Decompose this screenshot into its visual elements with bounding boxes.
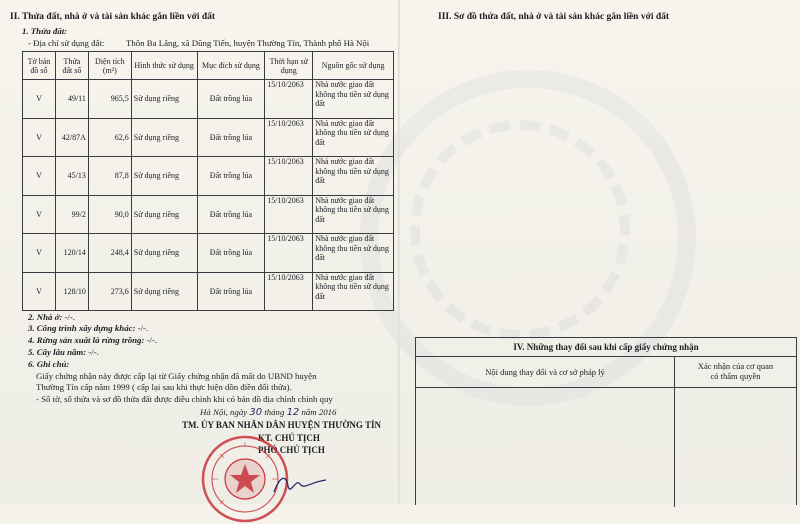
cell-parcel: 99/2	[55, 195, 88, 234]
cell-form: Sử dụng riêng	[131, 157, 197, 196]
item-construction	[28, 323, 148, 333]
cell-term: 15/10/2063	[265, 272, 313, 311]
table-row	[23, 118, 394, 157]
cell-parcel: 128/10	[55, 272, 88, 311]
cell-parcel: 120/14	[55, 234, 88, 273]
cell-map: V	[23, 118, 56, 157]
table-row	[23, 195, 394, 234]
date-month-label: tháng	[264, 407, 285, 417]
item-perennial-label: 5. Cây lâu năm:	[28, 347, 87, 357]
cell-purpose: Đất trồng lúa	[197, 272, 265, 311]
cell-area: 273,6	[88, 272, 131, 311]
cell-parcel: 45/13	[55, 157, 88, 196]
cell-map: V	[23, 272, 56, 311]
cell-origin: Nhà nước giao đất không thu tiền sử dụng đất	[313, 234, 394, 273]
cell-purpose: Đất trồng lúa	[197, 80, 265, 119]
item-construction-value: -/-.	[137, 323, 149, 333]
cell-area: 62,6	[88, 118, 131, 157]
section-3-heading: III. Sơ đồ thửa đất, nhà ở và tài sản khác gắn liền với đất	[438, 12, 670, 22]
cell-map: V	[23, 80, 56, 119]
date-month: 12	[286, 407, 300, 418]
cell-map: V	[23, 234, 56, 273]
cell-form: Sử dụng riêng	[131, 272, 197, 311]
cell-purpose: Đất trồng lúa	[197, 118, 265, 157]
changes-col-confirm-line1: Xác nhận của cơ quan	[697, 361, 774, 371]
cell-parcel: 49/11	[55, 80, 88, 119]
address-value: Thôn Ba Lăng, xã Dũng Tiến, huyện Thường Tín, Thành phố Hà Nội	[126, 38, 370, 48]
cell-origin: Nhà nước giao đất không thu tiền sử dụng đất	[313, 195, 394, 234]
table-row	[23, 234, 394, 273]
note-line-1: Giấy chứng nhận này được cấp lại từ Giấy chứng nhận đã mất do UBND huyện	[36, 371, 317, 381]
header-term: Thời hạn sử dụng	[265, 52, 313, 80]
cell-origin: Nhà nước giao đất không thu tiền sử dụng đất	[313, 80, 394, 119]
item-house	[28, 312, 75, 322]
cell-purpose: Đất trồng lúa	[197, 234, 265, 273]
section-2-heading: II. Thửa đất, nhà ở và tài sản khác gắn liền với đất	[10, 12, 216, 22]
cell-term: 15/10/2063	[265, 157, 313, 196]
cell-purpose: Đất trồng lúa	[197, 195, 265, 234]
cell-origin: Nhà nước giao đất không thu tiền sử dụng đất	[313, 272, 394, 311]
header-origin: Nguồn gốc sử dụng	[313, 52, 394, 80]
sign-role-1: KT. CHỦ TỊCH	[258, 433, 320, 443]
item-forest-value: -/-.	[146, 335, 158, 345]
item-perennial	[28, 347, 99, 357]
land-heading: 1. Thửa đất:	[22, 26, 68, 36]
cell-area: 90,0	[88, 195, 131, 234]
item-forest-label: 4. Rừng sản xuất là rừng trồng:	[28, 335, 145, 345]
header-map-sheet: Tờ bản đồ số	[23, 52, 56, 80]
note-line-3: - Số tờ, số thửa và sơ đồ thửa đất được điều chỉnh khi có bản đồ địa chính chính quy	[36, 394, 333, 404]
table-row	[23, 272, 394, 311]
cell-form: Sử dụng riêng	[131, 234, 197, 273]
changes-table	[415, 337, 797, 505]
item-house-value: -/-.	[64, 312, 76, 322]
cell-origin: Nhà nước giao đất không thu tiền sử dụng đất	[313, 118, 394, 157]
sign-org: TM. ỦY BAN NHÂN DÂN HUYỆN THƯỜNG TÍN	[182, 420, 382, 430]
note-line-2: Thường Tín cấp năm 1999 ( cấp lại sau khi thực hiện dồn điền đổi thửa).	[36, 382, 292, 392]
land-table-header	[23, 52, 394, 80]
changes-table-body	[416, 388, 796, 507]
date-day: 30	[249, 407, 263, 418]
cell-form: Sử dụng riêng	[131, 80, 197, 119]
item-notes: 6. Ghi chú:	[28, 359, 70, 369]
header-parcel: Thửa đất số	[55, 52, 88, 80]
cell-purpose: Đất trồng lúa	[197, 157, 265, 196]
issue-date	[200, 407, 336, 418]
cell-origin: Nhà nước giao đất không thu tiền sử dụng đất	[313, 157, 394, 196]
cell-area: 87,8	[88, 157, 131, 196]
cell-form: Sử dụng riêng	[131, 195, 197, 234]
item-perennial-value: -/-.	[88, 347, 99, 357]
watermark-pattern-inner	[410, 120, 630, 340]
address-label: - Địa chỉ sử dụng đất:	[28, 38, 105, 48]
cell-map: V	[23, 157, 56, 196]
land-table	[22, 51, 394, 311]
table-row	[23, 157, 394, 196]
item-forest	[28, 335, 157, 345]
cell-term: 15/10/2063	[265, 195, 313, 234]
cell-area: 965,5	[88, 80, 131, 119]
section-4-heading: IV. Những thay đổi sau khi cấp giấy chứng nhận	[416, 338, 796, 357]
changes-col-confirm-line2: có thẩm quyền	[710, 371, 761, 381]
cell-form: Sử dụng riêng	[131, 118, 197, 157]
sign-role-2: PHÓ CHỦ TỊCH	[258, 445, 325, 455]
header-purpose: Mục đích sử dụng	[197, 52, 265, 80]
cell-area: 248,4	[88, 234, 131, 273]
changes-col-confirm	[675, 357, 796, 387]
page-fold	[398, 0, 400, 504]
cell-term: 15/10/2063	[265, 80, 313, 119]
signature-icon	[270, 470, 330, 498]
cell-term: 15/10/2063	[265, 118, 313, 157]
item-house-label: 2. Nhà ở:	[28, 312, 63, 322]
date-prefix: Hà Nội, ngày	[200, 407, 248, 417]
table-row	[23, 80, 394, 119]
changes-table-header	[416, 357, 796, 388]
header-area: Diện tích (m²)	[88, 52, 131, 80]
header-form: Hình thức sử dụng	[131, 52, 197, 80]
cell-parcel: 42/87A	[55, 118, 88, 157]
changes-body-content	[416, 388, 675, 507]
cell-term: 15/10/2063	[265, 234, 313, 273]
date-year: năm 2016	[301, 407, 337, 417]
cell-map: V	[23, 195, 56, 234]
item-construction-label: 3. Công trình xây dựng khác:	[28, 323, 136, 333]
changes-col-content: Nội dung thay đổi và cơ sở pháp lý	[416, 357, 675, 387]
